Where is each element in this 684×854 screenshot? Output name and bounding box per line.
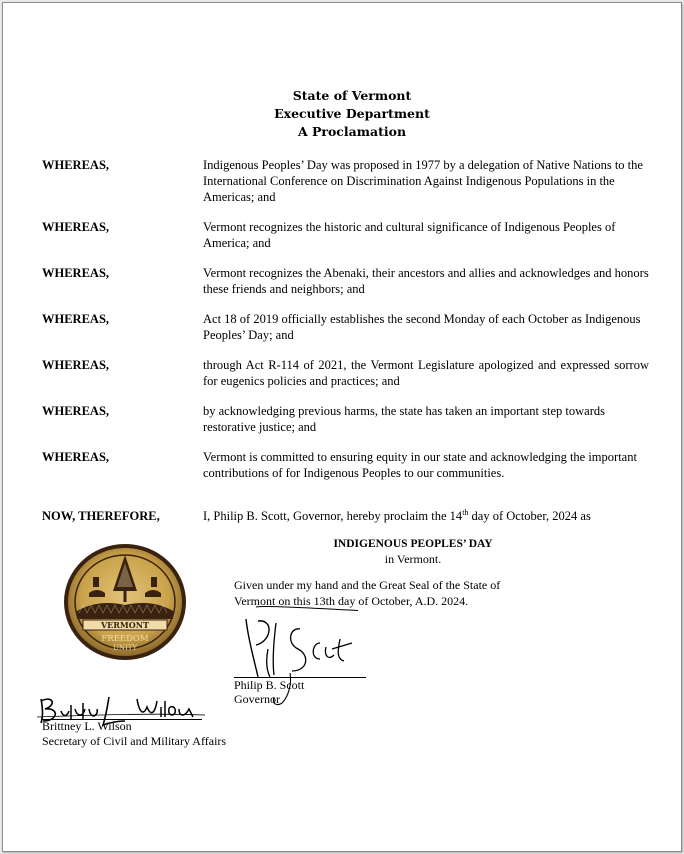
clause-keyword: WHEREAS, [42, 358, 110, 372]
seal-motto-1: FREEDOM [101, 634, 149, 644]
proclamation-title: INDIGENOUS PEOPLES’ DAY [333, 538, 493, 550]
clause-keyword: WHEREAS, [42, 404, 110, 418]
now-therefore-text-after: day of October, 2024 as [468, 509, 591, 523]
clause-text: by acknowledging previous harms, the state has taken an important step towards restorative justice; and [203, 404, 605, 434]
clause-keyword: WHEREAS, [42, 158, 110, 172]
clause-text: Vermont is committed to ensuring equity in our state and acknowledging the important contributions of for Indigenous Peoples to our communities. [203, 450, 637, 480]
seal-motto-2: UNITY [112, 644, 138, 652]
clause-text: Act 18 of 2019 officially establishes the second Monday of each October as Indigenous Peoples’ Day; and [203, 312, 641, 342]
header-proclamation: A Proclamation [297, 124, 407, 139]
given-line-1: Given under my hand and the Great Seal of the State of [234, 578, 501, 592]
great-seal-of-vermont [63, 543, 187, 661]
clause-keyword: WHEREAS, [42, 220, 110, 234]
now-therefore-text [203, 508, 649, 524]
ordinal-suffix: th [462, 507, 469, 517]
clause-text: Indigenous Peoples’ Day was proposed in 1977 by a delegation of Native Nations to the International Conference on Discrimination Against Indigenous Populations in the Americas; and [203, 158, 643, 204]
secretary-name: Brittney L. Wilson [42, 719, 132, 733]
document-page [2, 2, 682, 852]
governor-name: Philip B. Scott [234, 678, 305, 692]
header-department: Executive Department [274, 106, 430, 121]
clause-text: Vermont recognizes the historic and cultural significance of Indigenous Peoples of America; and [203, 220, 616, 250]
document-header [3, 87, 681, 141]
secretary-title: Secretary of Civil and Military Affairs [42, 734, 227, 748]
header-state: State of Vermont [292, 88, 412, 103]
seal-top-text: VERMONT [100, 620, 150, 630]
governor-title: Governor [234, 692, 280, 706]
clause-text: Vermont recognizes the Abenaki, their ancestors and allies and acknowledges and honors these friends and neighbors; and [203, 266, 649, 296]
clause-keyword: WHEREAS, [42, 450, 110, 464]
clause-keyword: WHEREAS, [42, 266, 110, 280]
given-line-2: Vermont on this 13th day of October, A.D. 2024. [234, 594, 469, 608]
clause-keyword: WHEREAS, [42, 312, 110, 326]
now-therefore-text-before: I, Philip B. Scott, Governor, hereby proclaim the 14 [203, 509, 463, 523]
proclamation-subtitle: in Vermont. [384, 552, 442, 566]
now-therefore-keyword: NOW, THEREFORE, [42, 509, 160, 523]
clause-text: through Act R-114 of 2021, the Vermont Legislature apologized and expressed sorrow for eugenics policies and practices; and [203, 358, 649, 388]
